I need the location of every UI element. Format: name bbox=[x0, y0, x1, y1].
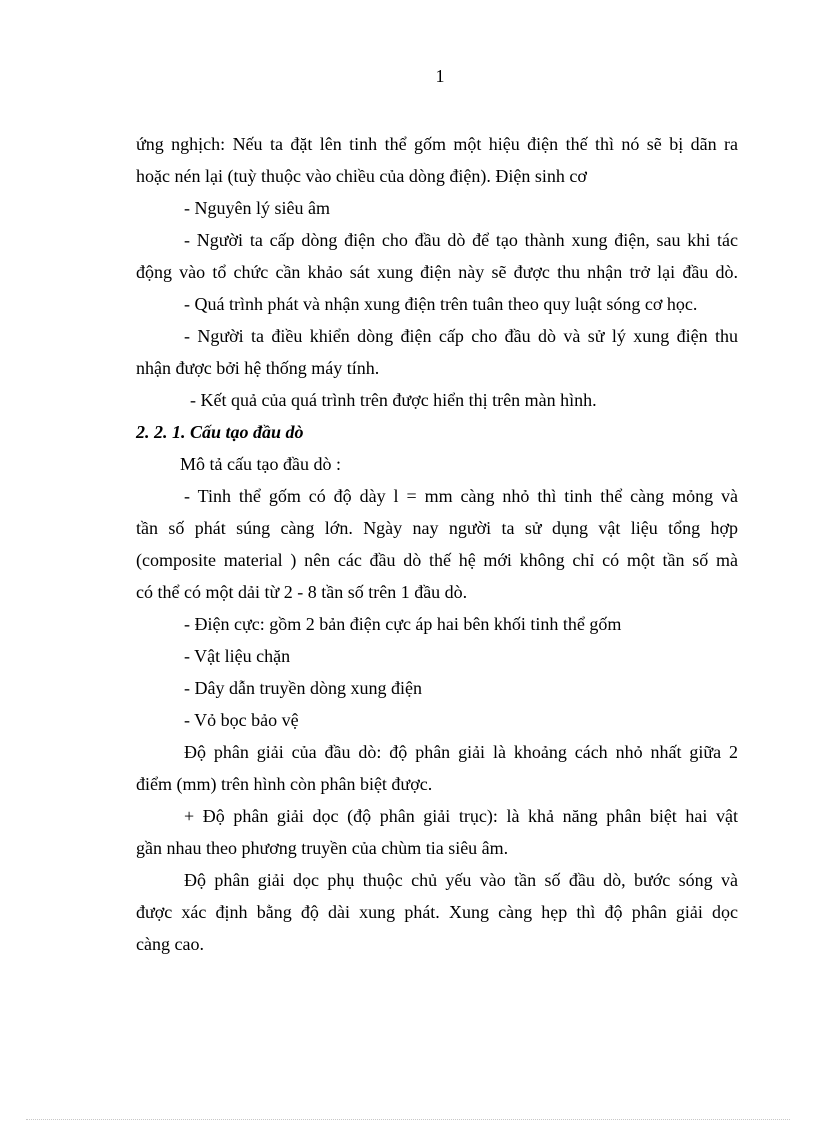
list-item: - Vỏ bọc bảo vệ bbox=[184, 710, 299, 730]
paragraph-line: càng cao. bbox=[136, 934, 204, 954]
list-item: - Tinh thể gốm có độ dày l = mm càng nhỏ thì tinh thể càng mỏng và bbox=[184, 486, 738, 506]
paragraph-line: động vào tổ chức cần khảo sát xung điện này sẽ được thu nhận trở lại đầu dò. bbox=[136, 262, 738, 282]
list-item: - Điện cực: gồm 2 bản điện cực áp hai bên khối tinh thể gốm bbox=[184, 614, 622, 634]
list-item: - Quá trình phát và nhận xung điện trên tuân theo quy luật sóng cơ học. bbox=[184, 294, 698, 314]
paragraph-line: tần số phát súng càng lớn. Ngày nay người ta sử dụng vật liệu tổng hợp bbox=[136, 518, 738, 538]
section-heading: 2. 2. 1. Cấu tạo đầu dò bbox=[136, 422, 304, 442]
list-item: - Nguyên lý siêu âm bbox=[184, 198, 330, 218]
paragraph-line: hoặc nén lại (tuỳ thuộc vào chiều của dòng điện). Điện sinh cơ bbox=[136, 166, 587, 186]
paragraph-line: Độ phân giải dọc phụ thuộc chủ yếu vào tần số đầu dò, bước sóng và bbox=[184, 870, 738, 890]
paragraph-line: nhận được bởi hệ thống máy tính. bbox=[136, 358, 380, 378]
paragraph-line: gần nhau theo phương truyền của chùm tia siêu âm. bbox=[136, 838, 509, 858]
paragraph-line: điểm (mm) trên hình còn phân biệt được. bbox=[136, 774, 433, 794]
list-item: - Người ta điều khiển dòng điện cấp cho đầu dò và sử lý xung điện thu bbox=[184, 326, 738, 346]
paragraph-line: Mô tả cấu tạo đầu dò : bbox=[180, 454, 341, 474]
list-item: - Kết quả của quá trình trên được hiển thị trên màn hình. bbox=[190, 390, 597, 410]
page-border-line bbox=[26, 1119, 790, 1120]
list-item: - Dây dẫn truyền dòng xung điện bbox=[184, 678, 422, 698]
list-item: - Người ta cấp dòng điện cho đầu dò để tạo thành xung điện, sau khi tác bbox=[184, 230, 738, 250]
paragraph-line: ứng nghịch: Nếu ta đặt lên tinh thể gốm một hiệu điện thế thì nó sẽ bị dãn ra bbox=[136, 134, 738, 154]
paragraph-line: (composite material ) nên các đầu dò thế hệ mới không chỉ có một tần số mà bbox=[136, 550, 738, 570]
paragraph-line: Độ phân giải của đầu dò: độ phân giải là khoảng cách nhỏ nhất giữa 2 bbox=[184, 742, 738, 762]
list-item: - Vật liệu chặn bbox=[184, 646, 291, 666]
page-number: 1 bbox=[435, 66, 445, 86]
paragraph-line: được xác định bằng độ dài xung phát. Xung càng hẹp thì độ phân giải dọc bbox=[136, 902, 738, 922]
paragraph-line: + Độ phân giải dọc (độ phân giải trục): là khả năng phân biệt hai vật bbox=[184, 806, 738, 826]
document-body bbox=[136, 128, 738, 960]
paragraph-line: có thể có một dải từ 2 - 8 tần số trên 1 đầu dò. bbox=[136, 582, 468, 602]
